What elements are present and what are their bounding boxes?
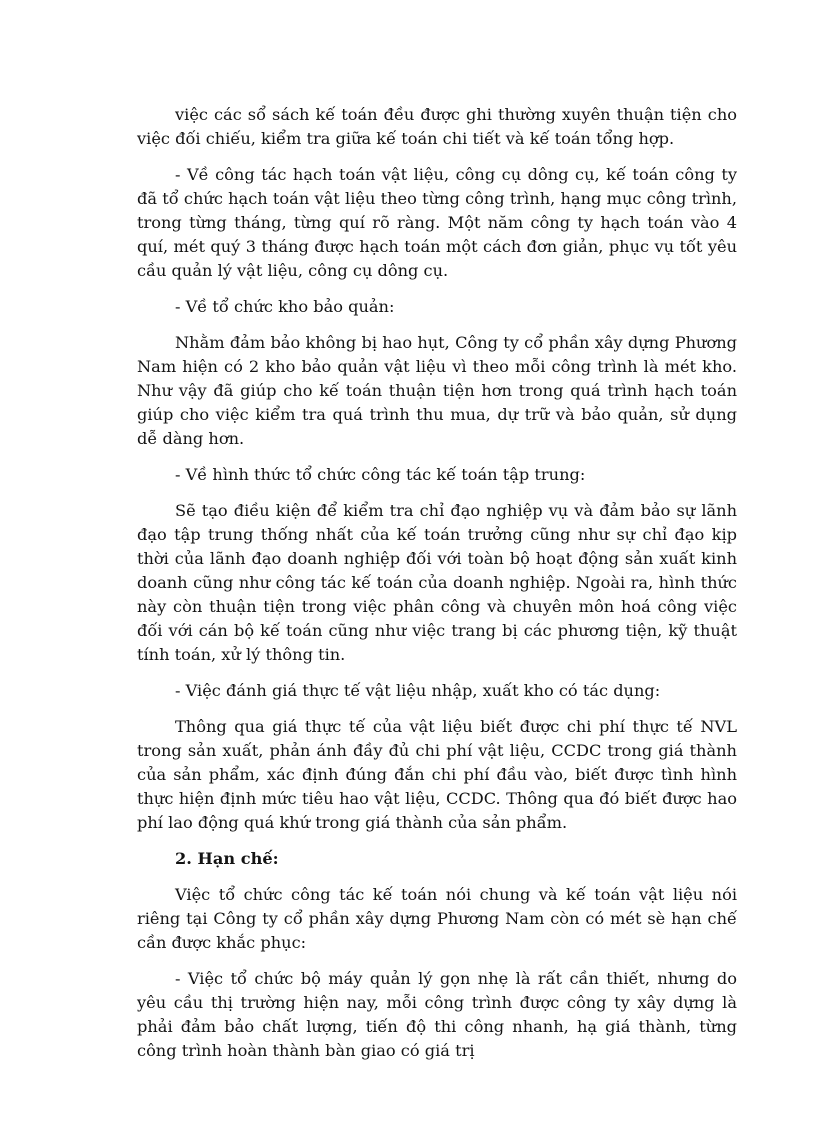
paragraph-valuation-body: Thông qua giá thực tế của vật liệu biết được chi phí thực tế NVL trong sản xuất, phản ánh đầy đủ chi phí vật liệu, CCDC trong giá thành của sản phẩm, xác định đúng đắn chi phí đầu vào, biết được tình hình thực hiện định mức tiêu hao vật liệu, CCDC. Thông qua đó biết được hao phí lao động quá khứ trong giá thành của sản phẩm. xyxy=(137,717,737,832)
paragraph-warehouse-heading: - Về tổ chức kho bảo quản: xyxy=(175,297,395,316)
paragraph-warehouse-body: Nhằm đảm bảo không bị hao hụt, Công ty cổ phần xây dựng Phương Nam hiện có 2 kho bảo quản vật liệu vì theo mỗi công trình là mét kho. Như vậy đã giúp cho kế toán thuận tiện hơn trong quá trình hạch toán giúp cho việc kiểm tra quá trình thu mua, dự trữ và bảo quản, sử dụng dễ dàng hơn. xyxy=(137,333,737,448)
paragraph-centralized-body: Sẽ tạo điều kiện để kiểm tra chỉ đạo nghiệp vụ và đảm bảo sự lãnh đạo tập trung thống nhất của kế toán trưởng cũng như sự chỉ đạo kịp thời của lãnh đạo doanh nghiệp đối với toàn bộ hoạt động sản xuất kinh doanh cũng như công tác kế toán của doanh nghiệp. Ngoài ra, hình thức này còn thuận tiện trong việc phân công và chuyên môn hoá công việc đối với cán bộ kế toán cũng như việc trang bị các phương tiện, kỹ thuật tính toán, xử lý thông tin. xyxy=(137,501,737,664)
paragraph-centralized-heading: - Về hình thức tổ chức công tác kế toán tập trung: xyxy=(175,465,586,484)
paragraph-valuation-heading: - Việc đánh giá thực tế vật liệu nhập, xuất kho có tác dụng: xyxy=(175,681,661,700)
document-body xyxy=(137,103,737,1075)
paragraph-management-structure: - Việc tổ chức bộ máy quản lý gọn nhẹ là rất cần thiết, nhưng do yêu cầu thị trường hiện nay, mỗi công trình được công ty xây dựng là phải đảm bảo chất lượng, tiến độ thi công nhanh, hạ giá thành, từng công trình hoàn thành bàn giao có giá trị xyxy=(137,969,737,1060)
paragraph-material-accounting: - Về công tác hạch toán vật liệu, công cụ dông cụ, kế toán công ty đã tổ chức hạch toán vật liệu theo từng công trình, hạng mục công trình, trong từng tháng, từng quí rõ ràng. Một năm công ty hạch toán vào 4 quí, mét quý 3 tháng được hạch toán một cách đơn giản, phục vụ tốt yêu cầu quản lý vật liệu, công cụ dông cụ. xyxy=(137,165,737,280)
section-heading-limitations: 2. Hạn chế: xyxy=(175,849,279,868)
paragraph-accounting-books: việc các sổ sách kế toán đều được ghi thường xuyên thuận tiện cho việc đối chiếu, kiểm tra giữa kế toán chi tiết và kế toán tổng hợp. xyxy=(137,105,737,148)
paragraph-limitations-intro: Việc tổ chức công tác kế toán nói chung và kế toán vật liệu nói riêng tại Công ty cổ phần xây dựng Phương Nam còn có mét sè hạn chế cần được khắc phục: xyxy=(137,885,737,952)
